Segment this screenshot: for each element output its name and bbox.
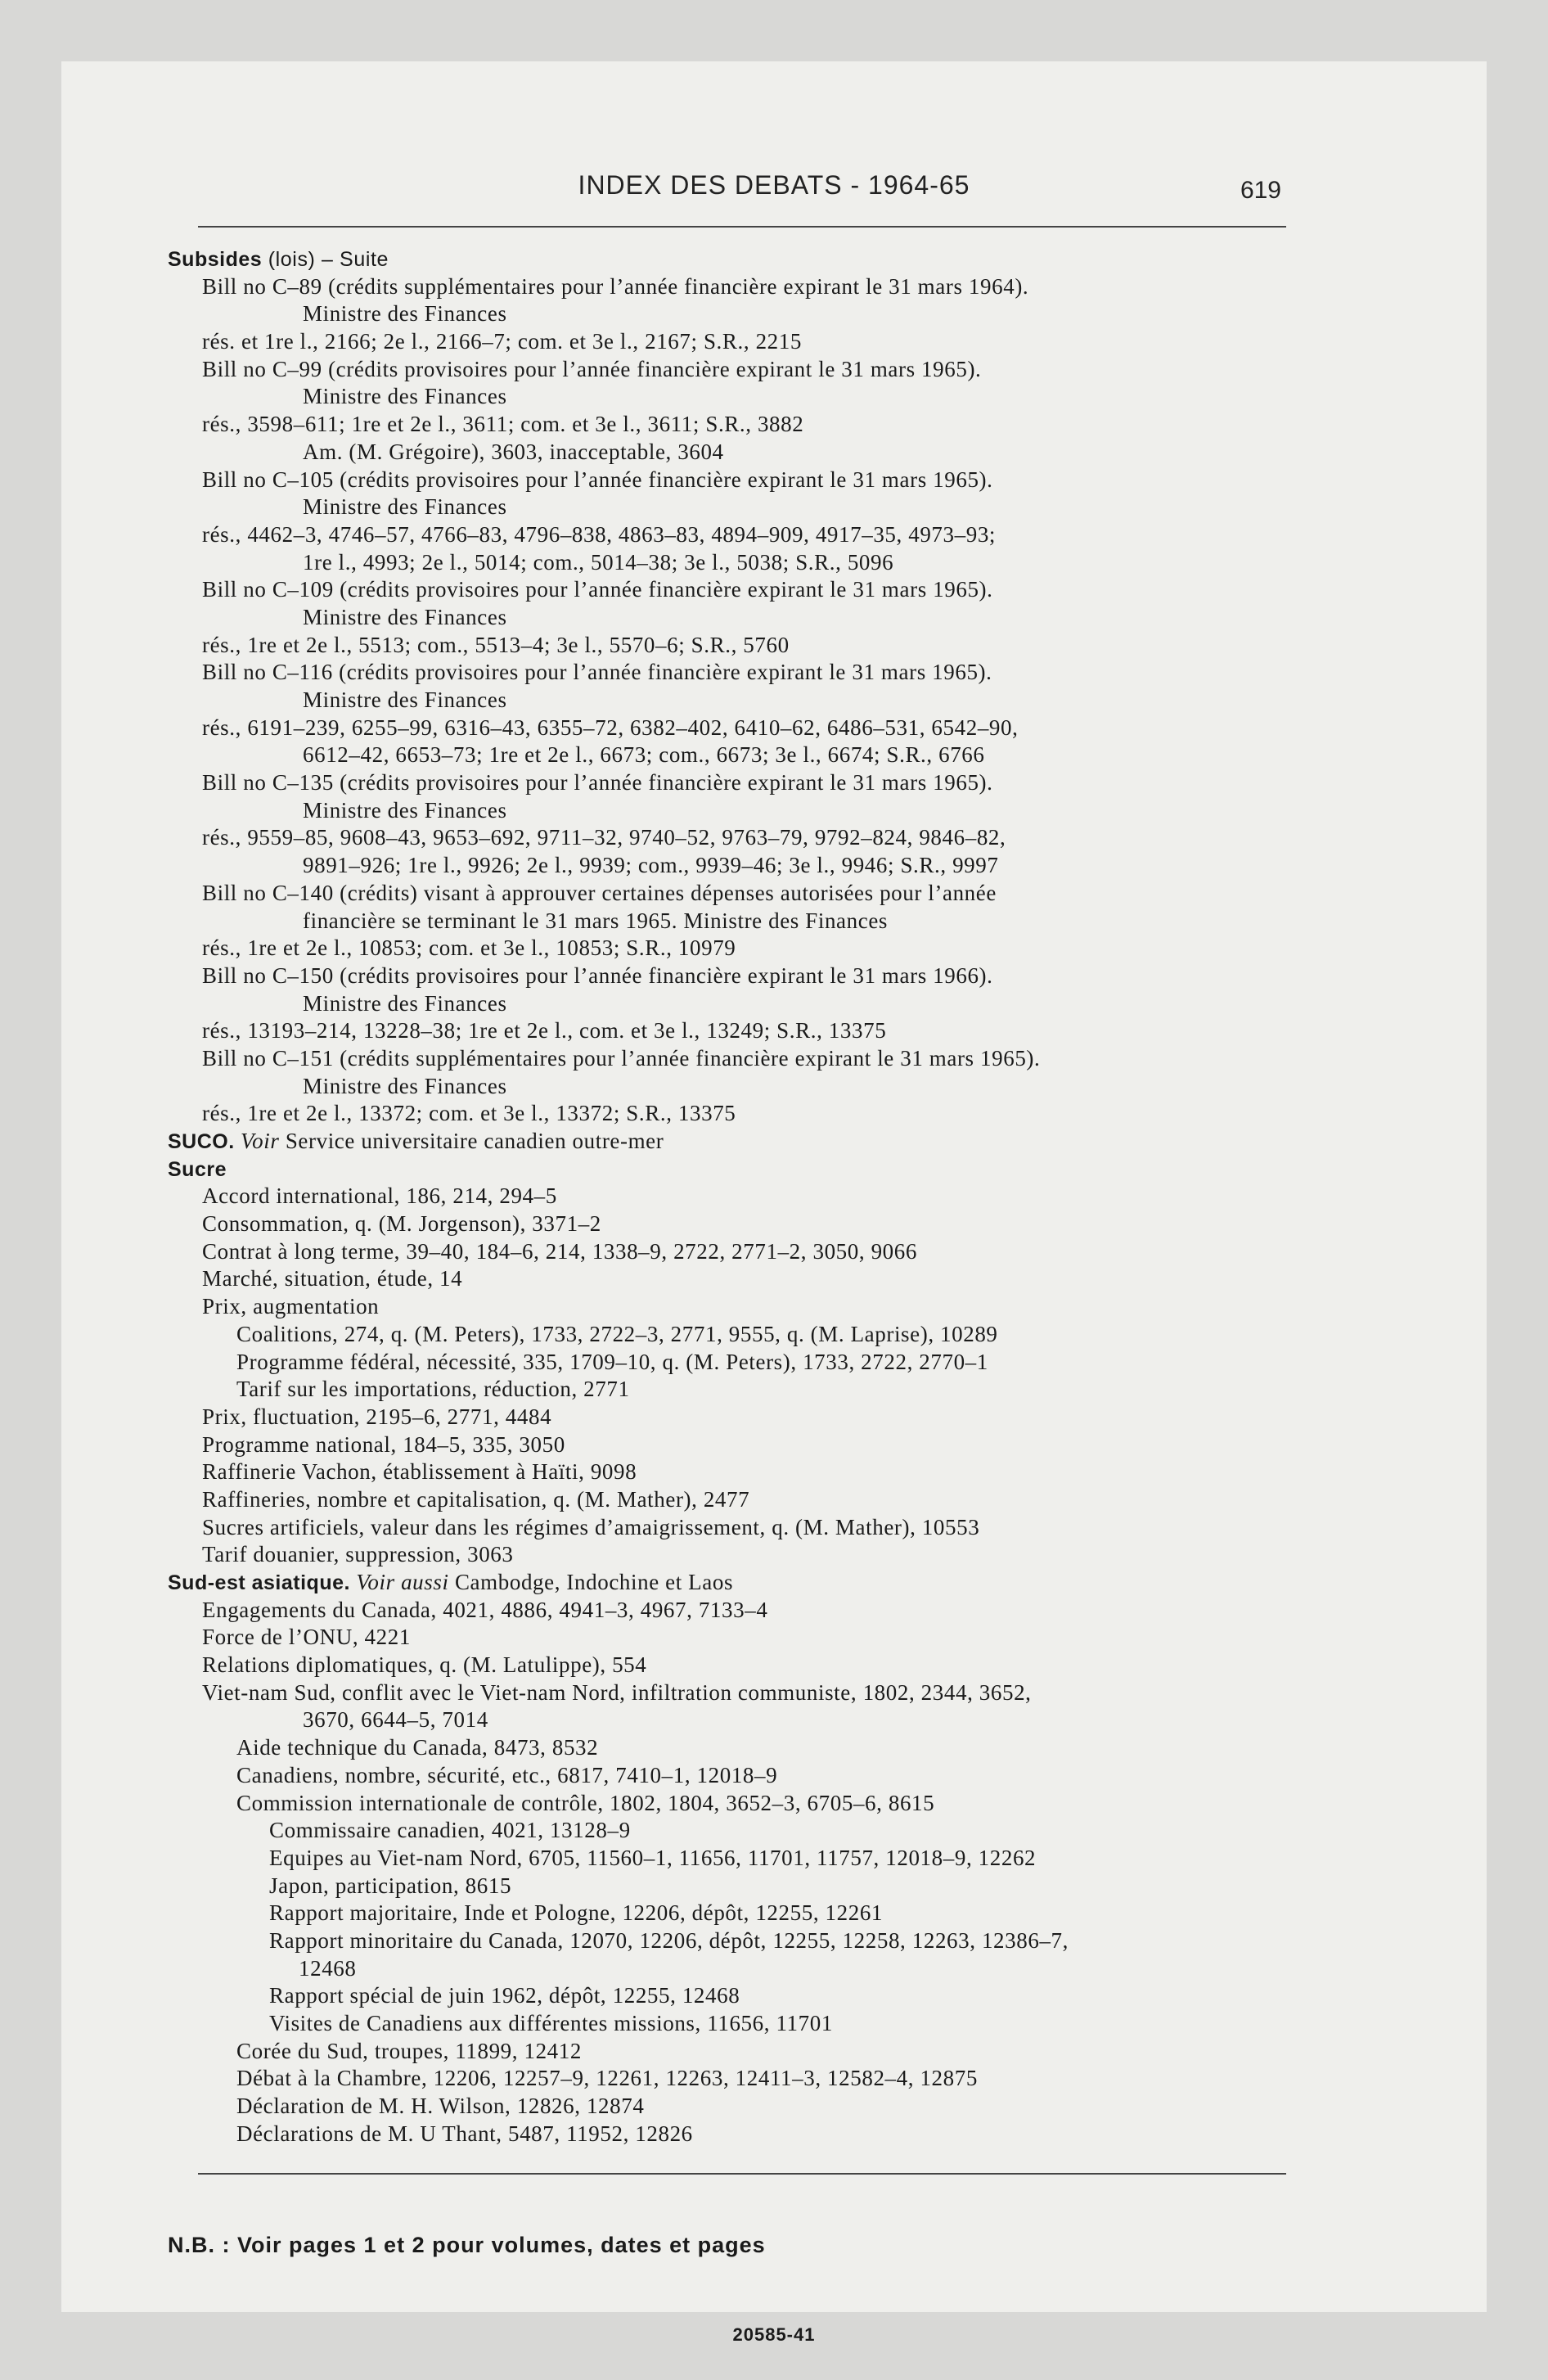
index-line: Déclaration de M. H. Wilson, 12826, 12874 bbox=[236, 2094, 645, 2119]
index-line: Bill no C–105 (crédits provisoires pour l’année financière expirant le 31 mars 1965). bbox=[202, 467, 993, 492]
index-line: Ministre des Finances bbox=[303, 687, 507, 712]
index-line: Bill no C–109 (crédits provisoires pour l’année financière expirant le 31 mars 1965). bbox=[202, 577, 993, 602]
index-line: Force de l’ONU, 4221 bbox=[202, 1625, 411, 1650]
index-line: rés., 6191–239, 6255–99, 6316–43, 6355–72, 6382–402, 6410–62, 6486–531, 6542–90, bbox=[202, 714, 1019, 740]
index-line: Aide technique du Canada, 8473, 8532 bbox=[236, 1735, 599, 1760]
index-line: Marché, situation, étude, 14 bbox=[202, 1266, 463, 1291]
see-reference: Voir aussi bbox=[356, 1570, 449, 1594]
see-target: Cambodge, Indochine et Laos bbox=[448, 1570, 734, 1594]
index-line: 12468 bbox=[299, 1955, 357, 1981]
index-line: Visites de Canadiens aux différentes missions, 11656, 11701 bbox=[269, 2011, 833, 2035]
index-line: Ministre des Finances bbox=[303, 301, 507, 327]
index-line: rés., 13193–214, 13228–38; 1re et 2e l., com. et 3e l., 13249; S.R., 13375 bbox=[202, 1018, 887, 1044]
index-line: Rapport majoritaire, Inde et Pologne, 12206, dépôt, 12255, 12261 bbox=[269, 1900, 884, 1926]
see-reference: Voir bbox=[241, 1129, 280, 1153]
heading-suffix: (lois) – Suite bbox=[262, 248, 389, 271]
index-line: Bill no C–99 (crédits provisoires pour l’année financière expirant le 31 mars 1965). bbox=[202, 356, 982, 381]
index-line: Bill no C–116 (crédits provisoires pour l’année financière expirant le 31 mars 1965). bbox=[202, 660, 992, 685]
index-line: Japon, participation, 8615 bbox=[269, 1873, 512, 1898]
index-line: 6612–42, 6653–73; 1re et 2e l., 6673; com., 6673; 3e l., 6674; S.R., 6766 bbox=[303, 742, 985, 768]
index-line: Ministre des Finances bbox=[303, 797, 507, 823]
index-line: Am. (M. Grégoire), 3603, inacceptable, 3604 bbox=[303, 439, 724, 464]
index-line: Accord international, 186, 214, 294–5 bbox=[202, 1183, 557, 1209]
index-line: Bill no C–151 (crédits supplémentaires pour l’année financière expirant le 31 mars 1965). bbox=[202, 1045, 1041, 1071]
index-line: Bill no C–135 (crédits provisoires pour l’année financière expirant le 31 mars 1965). bbox=[202, 770, 993, 796]
header-title: INDEX DES DEBATS - 1964-65 bbox=[578, 170, 970, 200]
index-line: Débat à la Chambre, 12206, 12257–9, 12261, 12263, 12411–3, 12582–4, 12875 bbox=[236, 2066, 978, 2091]
index-line: Ministre des Finances bbox=[303, 990, 507, 1016]
index-line: financière se terminant le 31 mars 1965. Ministre des Finances bbox=[303, 908, 889, 933]
index-line: 9891–926; 1re l., 9926; 2e l., 9939; com., 9939–46; 3e l., 9946; S.R., 9997 bbox=[303, 853, 999, 878]
header-rule bbox=[198, 226, 1286, 228]
heading-word: SUCO. bbox=[168, 1130, 235, 1153]
page-number: 619 bbox=[1240, 177, 1281, 204]
index-line: rés., 1re et 2e l., 5513; com., 5513–4; 3e l., 5570–6; S.R., 5760 bbox=[202, 632, 790, 657]
index-line: Tarif douanier, suppression, 3063 bbox=[202, 1542, 514, 1567]
heading-word: Subsides bbox=[168, 248, 263, 271]
index-line: Relations diplomatiques, q. (M. Latulippe), 554 bbox=[202, 1652, 647, 1678]
footnote: N.B. : Voir pages 1 et 2 pour volumes, dates et pages bbox=[168, 2233, 766, 2257]
index-line: Ministre des Finances bbox=[303, 1073, 507, 1098]
index-line: Corée du Sud, troupes, 11899, 12412 bbox=[236, 2038, 582, 2063]
index-line: Equipes au Viet-nam Nord, 6705, 11560–1, 11656, 11701, 11757, 12018–9, 12262 bbox=[269, 1845, 1037, 1870]
index-line: Sucres artificiels, valeur dans les régimes d’amaigrissement, q. (M. Mather), 10553 bbox=[202, 1514, 980, 1539]
index-line: Bill no C–89 (crédits supplémentaires pour l’année financière expirant le 31 mars 1964). bbox=[202, 273, 1029, 299]
index-line: Raffinerie Vachon, établissement à Haïti, 9098 bbox=[202, 1459, 637, 1485]
index-line: Déclarations de M. U Thant, 5487, 11952, 12826 bbox=[236, 2121, 693, 2146]
index-line: Bill no C–140 (crédits) visant à approuver certaines dépenses autorisées pour l’année bbox=[202, 880, 997, 905]
index-line: 3670, 6644–5, 7014 bbox=[303, 1707, 488, 1733]
index-line: Commission internationale de contrôle, 1802, 1804, 3652–3, 6705–6, 8615 bbox=[236, 1790, 935, 1815]
index-line: Consommation, q. (M. Jorgenson), 3371–2 bbox=[202, 1211, 601, 1237]
entry-heading-subsides bbox=[168, 246, 1313, 273]
index-line: Programme fédéral, nécessité, 335, 1709–10, q. (M. Peters), 1733, 2722, 2770–1 bbox=[236, 1349, 988, 1374]
index-line: Engagements du Canada, 4021, 4886, 4941–3, 4967, 7133–4 bbox=[202, 1597, 768, 1622]
index-line: Rapport spécial de juin 1962, dépôt, 12255, 12468 bbox=[269, 1983, 740, 2008]
index-content bbox=[168, 246, 1313, 2148]
page-header bbox=[0, 170, 1548, 211]
index-line: Prix, fluctuation, 2195–6, 2771, 4484 bbox=[202, 1404, 552, 1429]
index-line: Bill no C–150 (crédits provisoires pour l’année financière expirant le 31 mars 1966). bbox=[202, 962, 993, 988]
index-line: Commissaire canadien, 4021, 13128–9 bbox=[269, 1818, 631, 1843]
index-line: Rapport minoritaire du Canada, 12070, 12206, dépôt, 12255, 12258, 12263, 12386–7, bbox=[269, 1927, 1069, 1953]
entry-heading-suco bbox=[168, 1128, 1313, 1156]
index-line: Ministre des Finances bbox=[303, 604, 507, 629]
index-line: rés., 4462–3, 4746–57, 4766–83, 4796–838, 4863–83, 4894–909, 4917–35, 4973–93; bbox=[202, 521, 997, 547]
entry-heading-sud-est bbox=[168, 1569, 1313, 1597]
heading-word: Sud-est asiatique. bbox=[168, 1571, 350, 1594]
index-line: Ministre des Finances bbox=[303, 494, 507, 520]
index-line: 1re l., 4993; 2e l., 5014; com., 5014–38; 3e l., 5038; S.R., 5096 bbox=[303, 549, 894, 575]
see-target: Service universitaire canadien outre-mer bbox=[279, 1129, 664, 1153]
index-line: Ministre des Finances bbox=[303, 384, 507, 409]
index-line: Prix, augmentation bbox=[202, 1294, 380, 1319]
index-line: Canadiens, nombre, sécurité, etc., 6817, 7410–1, 12018–9 bbox=[236, 1762, 778, 1787]
index-line: rés., 3598–611; 1re et 2e l., 3611; com. et 3e l., 3611; S.R., 3882 bbox=[202, 412, 804, 437]
index-line: rés., 1re et 2e l., 10853; com. et 3e l., 10853; S.R., 10979 bbox=[202, 935, 736, 961]
index-line: Tarif sur les importations, réduction, 2771 bbox=[236, 1377, 630, 1402]
print-code: 20585-41 bbox=[732, 2324, 816, 2345]
index-line: rés. et 1re l., 2166; 2e l., 2166–7; com. et 3e l., 2167; S.R., 2215 bbox=[202, 329, 802, 354]
heading-word: Sucre bbox=[168, 1157, 227, 1181]
index-line: rés., 9559–85, 9608–43, 9653–692, 9711–32, 9740–52, 9763–79, 9792–824, 9846–82, bbox=[202, 825, 1006, 850]
index-line: Programme national, 184–5, 335, 3050 bbox=[202, 1431, 565, 1457]
index-line: rés., 1re et 2e l., 13372; com. et 3e l., 13372; S.R., 13375 bbox=[202, 1101, 736, 1126]
footer-rule bbox=[198, 2173, 1286, 2175]
entry-heading-sucre bbox=[168, 1156, 1313, 1183]
index-line: Contrat à long terme, 39–40, 184–6, 214, 1338–9, 2722, 2771–2, 3050, 9066 bbox=[202, 1238, 917, 1264]
index-line: Viet-nam Sud, conflit avec le Viet-nam Nord, infiltration communiste, 1802, 2344, 3652, bbox=[202, 1679, 1032, 1705]
index-line: Coalitions, 274, q. (M. Peters), 1733, 2722–3, 2771, 9555, q. (M. Laprise), 10289 bbox=[236, 1321, 998, 1346]
index-line: Raffineries, nombre et capitalisation, q. (M. Mather), 2477 bbox=[202, 1486, 750, 1512]
